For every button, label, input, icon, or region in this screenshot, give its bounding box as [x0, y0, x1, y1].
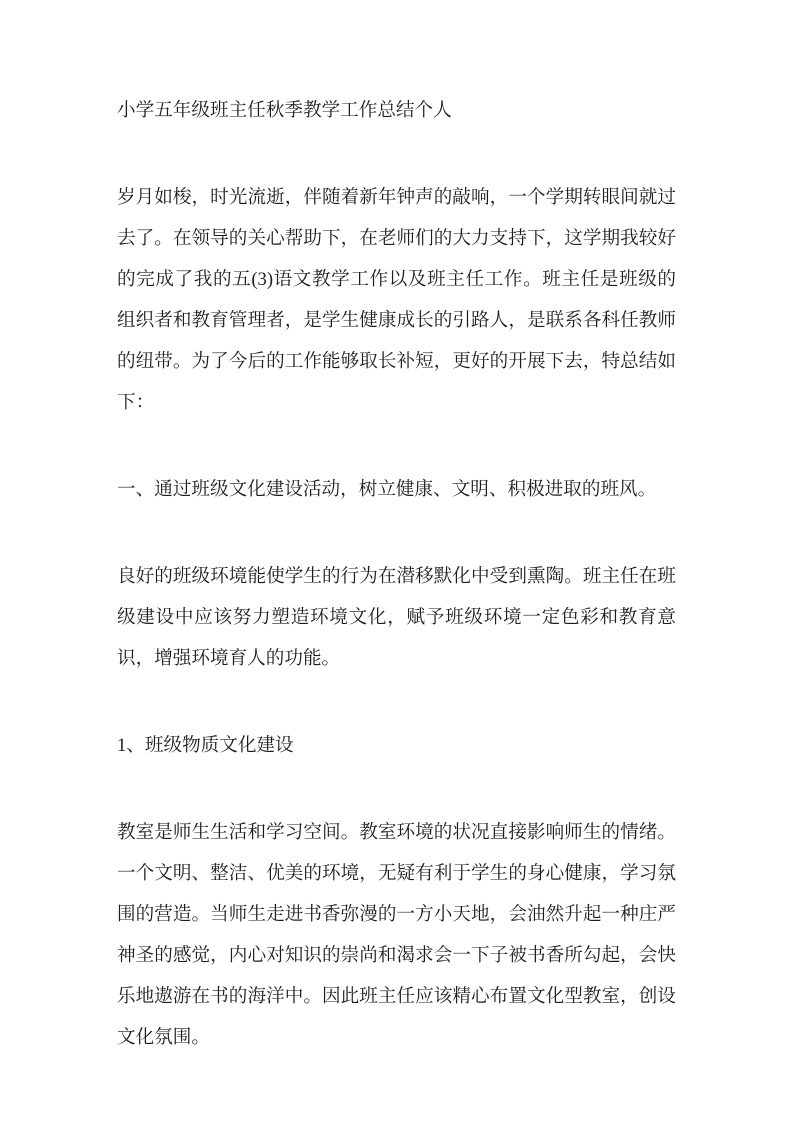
paragraph-class-environment: 良好的班级环境能使学生的行为在潜移默化中受到熏陶。班主任在班级建设中应该努力塑造环境文化，赋予班级环境一定色彩和教育意识，增强环境育人的功能。: [117, 566, 676, 669]
document-title: 小学五年级班主任秋季教学工作总结个人: [117, 100, 452, 121]
paragraph-classroom-space: 教室是师生生活和学习空间。教室环境的状况直接影响师生的情绪。一个文明、整洁、优美的环境，无疑有利于学生的身心健康，学习氛围的营造。当师生走进书香弥漫的一方小天地，会油然升起一种庄严神圣的感觉，内心对知识的崇尚和渴求会一下子被书香所勾起，会快乐地遨游在书的海洋中。因此班主任应该精心布置文化型教室，创设文化氛围。: [117, 822, 676, 1048]
section-heading-class-culture: 一、通过班级文化建设活动，树立健康、文明、积极进取的班风。: [117, 479, 657, 500]
paragraph-intro: 岁月如梭，时光流逝，伴随着新年钟声的敲响，一个学期转眼间就过去了。在领导的关心帮助下，在老师们的大力支持下，这学期我较好的完成了我的五(3)语文教学工作以及班主任工作。班主任是班级的组织者和教育管理者，是学生健康成长的引路人，是联系各科任教师的纽带。为了今后的工作能够取长补短，更好的开展下去，特总结如下：: [117, 187, 676, 413]
section-heading-material-culture: 1、班级物质文化建设: [117, 735, 294, 756]
